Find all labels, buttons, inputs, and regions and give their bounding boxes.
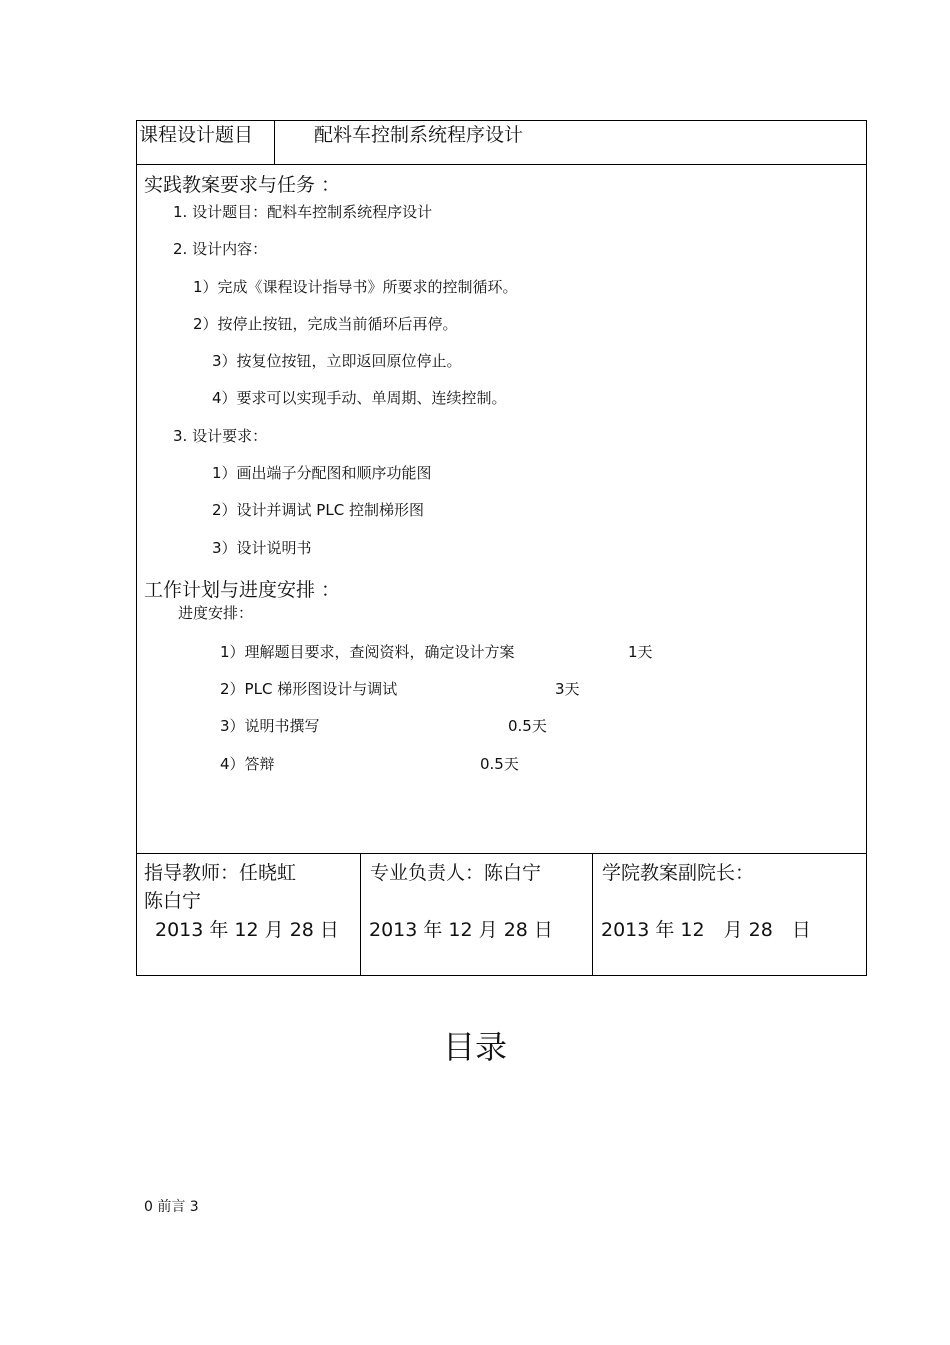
plan-heading: 工作计划与进度安排 ： — [144, 579, 341, 601]
table-bottom-border — [136, 975, 867, 976]
advisor-label: 指导教师：任晓虹 — [144, 862, 297, 884]
advisor-date: 2013 年 12 月 28 日 — [155, 919, 339, 941]
plan-duration: 0.5天 — [480, 755, 519, 773]
course-title-value: 配料车控制系统程序设计 — [314, 124, 524, 146]
dean-date: 2013 年 12 月 28 日 — [601, 919, 811, 941]
table-header-bottom-border — [136, 164, 867, 165]
practice-item: 1）画出端子分配图和顺序功能图 — [212, 464, 432, 482]
major-lead-date: 2013 年 12 月 28 日 — [369, 919, 553, 941]
practice-item: 1. 设计题目：配料车控制系统程序设计 — [173, 203, 433, 221]
plan-duration: 0.5天 — [508, 717, 547, 735]
practice-item: 3）设计说明书 — [212, 539, 312, 557]
plan-subheading: 进度安排： — [178, 604, 254, 622]
plan-task: 2）PLC 梯形图设计与调试 — [220, 680, 398, 698]
dean-label: 学院教案副院长： — [602, 862, 755, 884]
signature-divider-2 — [592, 853, 593, 975]
practice-heading: 实践教案要求与任务 ： — [144, 174, 341, 196]
table-signature-top-border — [136, 853, 867, 854]
practice-item: 4）要求可以实现手动、单周期、连续控制。 — [212, 389, 507, 407]
course-title-label: 课程设计题目 — [139, 124, 254, 146]
plan-duration: 3天 — [555, 680, 580, 698]
signature-divider-1 — [360, 853, 361, 975]
toc-entry[interactable]: 0 前言 3 — [144, 1199, 199, 1215]
plan-task: 1）理解题目要求，查阅资料，确定设计方案 — [220, 643, 515, 661]
plan-task: 4）答辩 — [220, 755, 275, 773]
plan-duration: 1天 — [628, 643, 653, 661]
practice-item: 2）按停止按钮，完成当前循环后再停。 — [193, 315, 458, 333]
advisor-name-2: 陈白宁 — [144, 890, 202, 912]
toc-title: 目录 — [443, 1028, 508, 1066]
practice-item: 1）完成《课程设计指导书》所要求的控制循环。 — [193, 278, 518, 296]
plan-task: 3）说明书撰写 — [220, 717, 320, 735]
practice-item: 3）按复位按钮，立即返回原位停止。 — [212, 352, 462, 370]
major-lead-label: 专业负责人：陈白宁 — [370, 862, 542, 884]
table-left-border — [136, 120, 137, 976]
practice-item: 2）设计并调试 PLC 控制梯形图 — [212, 501, 424, 519]
table-right-border — [866, 120, 867, 976]
practice-item: 3. 设计要求： — [173, 427, 268, 445]
header-column-divider — [274, 120, 275, 164]
practice-item: 2. 设计内容： — [173, 240, 268, 258]
